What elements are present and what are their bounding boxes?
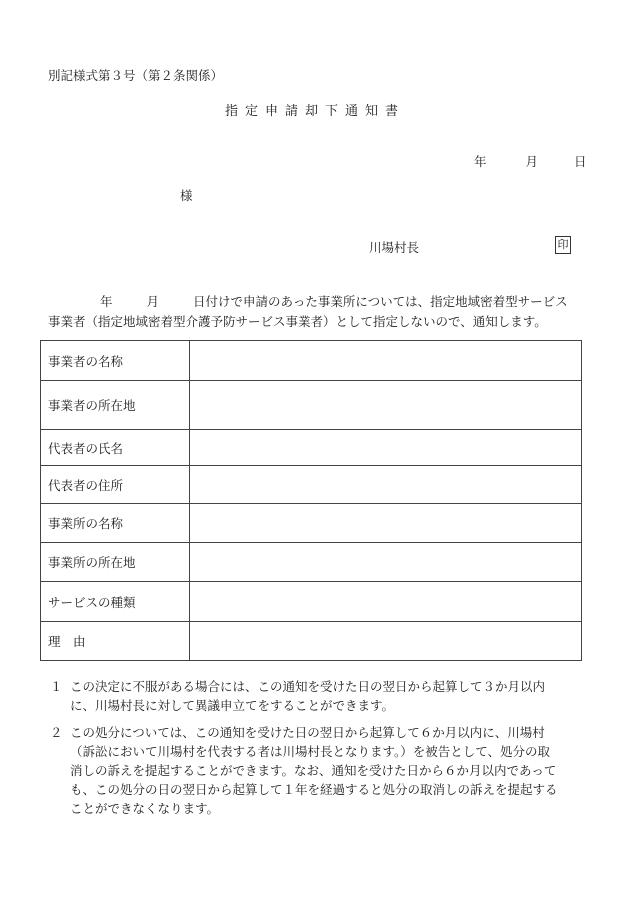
row-label: 事業所の名称 xyxy=(41,504,190,543)
row-label: 事業所の所在地 xyxy=(41,543,190,582)
table-row xyxy=(41,341,582,381)
row-label: 事業者の名称 xyxy=(41,341,190,381)
info-table xyxy=(40,340,582,661)
table-row xyxy=(41,582,582,622)
document-title: 指定申請却下通知書 xyxy=(224,104,405,119)
row-value xyxy=(190,341,582,381)
body-line-2: 事業者（指定地域密着型介護予防サービス事業者）として指定しないので、通知します。 xyxy=(48,314,547,329)
table-row xyxy=(41,430,582,466)
row-label: 理 由 xyxy=(41,622,190,661)
table-row xyxy=(41,543,582,582)
date-year-label: 年 xyxy=(474,154,487,169)
row-value xyxy=(190,504,582,543)
row-value xyxy=(190,622,582,661)
table-row xyxy=(41,622,582,661)
note-item xyxy=(50,677,590,717)
note-text: この処分については、この通知を受けた日の翌日から起算して６か月以内に、川場村 （訴訟において川場村を代表する者は川場村長となります。）を被告として、処分の取 消しの訴えを提起することができます。なお、通知を受けた日から６か月以内であって も、この処分の日の翌日から起算して１年を経過すると処分の取消しの訴えを提起する ことができなくなります。 xyxy=(70,725,558,816)
note-number: ２ xyxy=(50,725,63,740)
note-text: この決定に不服がある場合には、この通知を受けた日の翌日から起算して３か月以内 に、川場村長に対して異議申立てをすることができます。 xyxy=(70,679,546,713)
body-line1-text: 日付けで申請のあった事業所については、指定地域密着型サービス xyxy=(192,294,568,309)
date-month-label: 月 xyxy=(525,154,538,169)
body-line-1 xyxy=(100,292,568,310)
row-value xyxy=(190,543,582,582)
row-label: 事業者の所在地 xyxy=(41,381,190,430)
row-value xyxy=(190,381,582,430)
row-label: 代表者の住所 xyxy=(41,466,190,504)
table-row xyxy=(41,504,582,543)
date-day-label: 日 xyxy=(573,154,587,169)
date-line xyxy=(474,152,586,170)
form-code: 別記様式第３号（第２条関係） xyxy=(48,68,224,83)
addressee-suffix: 様 xyxy=(180,188,193,203)
seal-mark: 印 xyxy=(555,236,571,254)
row-label: 代表者の氏名 xyxy=(41,430,190,466)
note-item xyxy=(50,723,590,823)
note-number: １ xyxy=(50,679,63,694)
row-value xyxy=(190,466,582,504)
table-row xyxy=(41,381,582,430)
row-value xyxy=(190,430,582,466)
body-year-label: 年 xyxy=(100,294,113,309)
table-row xyxy=(41,466,582,504)
row-value xyxy=(190,582,582,622)
body-month-label: 月 xyxy=(146,294,159,309)
issuer-name: 川場村長 xyxy=(369,240,420,255)
row-label: サービスの種類 xyxy=(41,582,190,622)
